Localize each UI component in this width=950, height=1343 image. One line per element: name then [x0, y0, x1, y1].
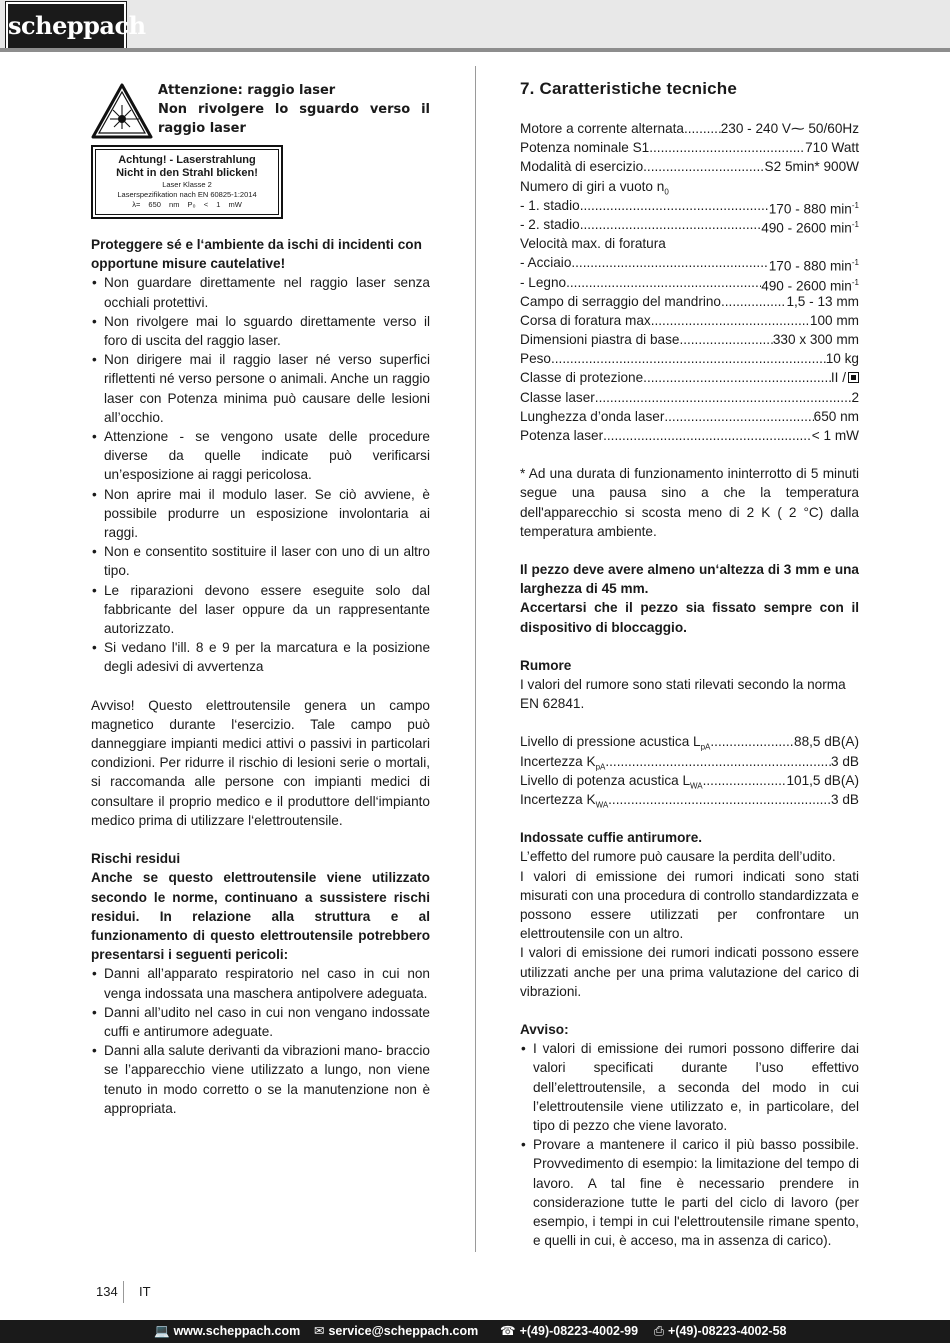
header-divider	[0, 48, 950, 52]
spec-value: 170 - 880 $\min^{-1}$	[768, 258, 859, 273]
fax-number: +(49)-08223-4002-58	[668, 1324, 787, 1338]
leader-dots	[703, 771, 787, 790]
noise-title: Rumore	[520, 657, 572, 673]
spec-value: 170 - 880 $\min^{-1}$	[768, 200, 859, 215]
spec-row	[520, 330, 859, 349]
section-heading: 7. Caratteristiche tecniche	[520, 79, 738, 98]
spec-row	[520, 426, 859, 445]
label-line: Laser Klasse 2	[162, 180, 212, 189]
notice-list-item: • Provare a mantenere il carico il più basso possibile. Provvedimento di esempio: la limitazione del tempo di lavoro. A tal fine è necessario prendere in considerazione tutte le parti del ciclo di lavoro (per esempio, i tempi in cui l'elettroutensile rimane spento, e quelli in cui, è acceso, ma in assenza di carico).	[520, 1135, 859, 1250]
website-item[interactable]	[154, 1320, 300, 1343]
spec-label: Velocità max. di foratura	[520, 236, 666, 252]
leader-dots	[603, 426, 812, 445]
label-line: λ= 650 nm P₀ < 1 mW	[132, 200, 242, 209]
spec-label: Classe di protezione	[520, 370, 644, 386]
spec-label: - 2. stadio	[520, 216, 580, 232]
phone-number: +(49)-08223-4002-99	[519, 1324, 639, 1338]
leader-dots	[551, 349, 826, 368]
noise-row	[520, 732, 859, 751]
noise-row	[520, 752, 859, 771]
warning-line: raggio laser	[158, 121, 246, 137]
spec-row	[520, 292, 859, 311]
spec-value: 490 - 2600 $\min^{-1}$	[761, 219, 859, 235]
spec-label: Livello di potenza acustica $L_{WA}$	[520, 772, 703, 790]
spec-value: < 1 mW	[811, 428, 859, 443]
warning-line: Non rivolgere lo sguardo verso il	[158, 102, 430, 118]
spec-label: Motore a corrente alternata	[520, 121, 684, 136]
laser-warning-heading	[158, 81, 430, 139]
laser-label-sticker	[91, 145, 283, 219]
workpiece-requirement: Il pezzo deve avere almeno un‘altezza di 3 mm e una larghezza di 45 mm.	[520, 562, 859, 597]
warning-title: Attenzione: raggio laser	[158, 83, 336, 98]
spec-label: Potenza laser	[520, 428, 604, 443]
noise-row	[520, 771, 859, 790]
notice-list	[520, 1039, 859, 1250]
fax-item	[654, 1320, 787, 1343]
email-item[interactable]	[314, 1320, 478, 1343]
leader-dots	[580, 196, 769, 215]
left-column	[91, 75, 430, 1118]
spec-value: 10 kg	[825, 351, 859, 367]
laser-warning-block	[91, 75, 430, 235]
spec-value: 710 Watt	[805, 140, 859, 156]
label-line: Laserspezifikation nach EN 60825-1:2014	[117, 190, 257, 199]
leader-dots	[684, 119, 721, 138]
mail-icon: ✉	[314, 1324, 325, 1338]
ear-protection-text: I valori di emissione dei rumori indicati sono stati misurati con una procedura di controllo standardizzata e possono essere utilizzati per confrontare un elettroutensile con un altro.	[520, 868, 859, 942]
spec-label: Classe laser	[520, 389, 595, 405]
residual-risk-item: • Danni all’udito nel caso in cui non vengano indossate cuffi e antirumore adeguate.	[91, 1003, 430, 1041]
spec-value: 1,5 - 13 mm	[786, 293, 859, 309]
spec-label: Incertezza $K_{pA}$	[520, 753, 606, 771]
protect-list-item: • Non aprire mai il modulo laser. Se ciò avviene, è possibile produrre un esposizione involontaria ai raggi.	[91, 485, 430, 543]
spec-value: II /	[831, 368, 859, 387]
leader-dots	[643, 368, 831, 387]
magnetic-field-notice: Avviso! Questo elettroutensile genera un campo magnetico durante l‘esercizio. Tale campo può danneggiare impianti medici attivi o passivi in particolari condizioni. Per ridurre il rischio di lesioni serie o mortali, si raccomanda alle persone con impianti medici di consultare il proprio medico e il produttore dell‘impianto medico prima di utilizzare l‘elettroutensile.	[91, 697, 430, 828]
noise-row	[520, 790, 859, 809]
protect-list-item: • Non guardare direttamente nel raggio laser senza occhiali protettivi.	[91, 273, 430, 311]
spec-row	[520, 311, 859, 330]
spec-value: 490 - 2600 $\min^{-1}$	[761, 277, 859, 292]
spec-row	[520, 368, 859, 387]
leader-dots	[654, 311, 809, 330]
leader-dots	[580, 215, 761, 234]
spec-label: - 1. stadio	[520, 197, 580, 213]
spec-row	[520, 273, 859, 292]
column-divider	[475, 66, 476, 1252]
spec-label: Modalità di esercizio	[520, 159, 644, 175]
leader-dots	[566, 273, 761, 292]
residual-risks-title: Rischi residui	[91, 851, 181, 867]
label-line: Nicht in den Strahl blicken!	[116, 167, 258, 179]
spec-label: Numero di giri a vuoto $n_0$	[520, 178, 669, 196]
header-bar	[0, 0, 950, 48]
protect-list-item: • Non rivolgere mai lo sguardo direttamente verso il foro di uscita del raggio laser.	[91, 312, 430, 350]
email-link[interactable]: service@scheppach.com	[328, 1324, 479, 1338]
spec-value: 650 nm	[813, 408, 859, 424]
protect-list-item: • Non e consentito sostituire il laser con uno di un altro tipo.	[91, 542, 430, 580]
leader-dots	[679, 330, 772, 349]
protect-list-item: • Le riparazioni devono essere eseguite solo dal fabbricante del laser oppure da un rappresentante autorizzato.	[91, 581, 430, 639]
scheppach-logo: scheppach	[6, 2, 126, 50]
protect-list	[91, 273, 430, 676]
residual-risk-item: • Danni alla salute derivanti da vibrazioni mano- braccio se l’apparecchio viene utilizzato a lungo, non viene tenuto in modo corretto o se la manutenzione non è appropriata.	[91, 1041, 430, 1118]
residual-risks-list	[91, 964, 430, 1118]
spec-value: 3 dB	[831, 753, 859, 769]
phone-icon: ☎	[500, 1324, 516, 1338]
spec-label: - Legno	[520, 274, 567, 290]
spec-row	[520, 234, 859, 253]
protect-list-item: • Attenzione - se vengono usate delle procedure diverse da quelle indicate può verificarsi un’esposizione ai raggi pericolosa.	[91, 427, 430, 485]
residual-risk-item: • Danni all’apparato respiratorio nel caso in cui non venga indossata una maschera antipolvere adeguata.	[91, 964, 430, 1002]
ear-protection-text: I valori di emissione dei rumori indicati possono essere utilizzati anche per una prima valutazione del carico di vibrazioni.	[520, 945, 859, 999]
spec-value: 100 mm	[809, 312, 859, 328]
spec-label: Campo di serraggio del mandrino	[520, 293, 721, 309]
spec-row	[520, 215, 859, 234]
right-column	[520, 75, 859, 1250]
spec-value: S2 5min* 900W	[764, 159, 859, 175]
page-number: 134	[96, 1284, 118, 1299]
website-link[interactable]: www.scheppach.com	[173, 1324, 301, 1338]
leader-dots	[649, 138, 805, 157]
contact-bar	[0, 1320, 950, 1343]
spec-row	[520, 388, 859, 407]
leader-dots	[571, 253, 768, 272]
spec-value: 3 dB	[831, 791, 859, 807]
spec-value: 88,5 dB(A)	[794, 734, 859, 750]
computer-icon: 💻	[154, 1324, 170, 1338]
spec-table	[520, 119, 859, 445]
noise-table	[520, 732, 859, 809]
spec-row	[520, 119, 859, 138]
spec-row	[520, 349, 859, 368]
spec-label: Livello di pressione acustica $L_{pA}$	[520, 734, 711, 752]
spec-label: Incertezza $K_{WA}$	[520, 791, 609, 810]
protect-heading: Proteggere sé e l‘ambiente da ischi di incidenti con opportune misure cautelative!	[91, 237, 422, 272]
label-line: Achtung! - Laserstrahlung	[118, 154, 256, 166]
spec-label: Dimensioni piastra di base	[520, 332, 680, 348]
spec-row	[520, 196, 859, 215]
spec-row	[520, 157, 859, 176]
notice-title: Avviso:	[520, 1022, 569, 1037]
leader-dots	[605, 752, 831, 771]
notice-list-item: • I valori di emissione dei rumori possono differire dai valori specificati durante l’uso effettivo dell’elettroutensile, a seconda del modo in cui l’elettroutensile viene utilizzato e, in particolare, del tipo di pezzo che viene lavorato.	[520, 1039, 859, 1135]
language-code: IT	[139, 1284, 151, 1299]
leader-dots	[721, 292, 786, 311]
phone-item	[500, 1320, 638, 1343]
leader-dots	[608, 790, 831, 809]
clamp-instruction: Accertarsi che il pezzo sia fissato sempre con il dispositivo di bloccaggio.	[520, 600, 859, 635]
fax-icon: ⎙	[654, 1324, 665, 1338]
spec-value: 101,5 dB(A)	[786, 772, 859, 788]
spec-row	[520, 138, 859, 157]
residual-risks-intro: Anche se questo elettroutensile viene utilizzato secondo le norme, continuano a sussistere rischi residui. In relazione alla struttura e al funzionamento di questo elettroutensile potrebbero presentarsi i seguenti pericoli:	[91, 870, 430, 963]
noise-intro: I valori del rumore sono stati rilevati secondo la norma EN 62841.	[520, 677, 846, 712]
spec-label: Peso	[520, 351, 551, 367]
footer-separator	[123, 1281, 124, 1303]
spec-label: Potenza nominale S1	[520, 140, 650, 156]
duty-footnote: * Ad una durata di funzionamento ininterrotto di 5 minuti segue una pausa sino a che la temperatura dell'apparecchio si scosta meno di 2 K ( 2 °C) dalla temperatura ambiente.	[520, 466, 859, 539]
protect-list-item: • Non dirigere mai il raggio laser né verso superfici riflettenti né verso persone o animali. Anche un raggio laser con Potenza minima può causare delle lesioni all’occhio.	[91, 350, 430, 427]
spec-row	[520, 253, 859, 272]
ear-protection-text: L’effetto del rumore può causare la perdita dell’udito.	[520, 849, 836, 865]
leader-dots	[643, 157, 764, 176]
ear-protection-title: Indossate cuffie antirumore.	[520, 830, 703, 846]
spec-value: 2	[851, 389, 859, 405]
spec-label: - Acciaio	[520, 255, 572, 271]
protection-class-ii-icon	[848, 372, 859, 383]
spec-row	[520, 407, 859, 426]
leader-dots	[664, 407, 813, 426]
laser-warning-icon	[91, 83, 153, 139]
leader-dots	[595, 388, 852, 407]
spec-value: 230 - 240 V⁓ 50/60Hz	[720, 121, 859, 136]
spec-row	[520, 177, 859, 196]
spec-label: Lunghezza d’onda laser	[520, 408, 665, 424]
leader-dots	[710, 732, 794, 751]
spec-value: 330 x 300 mm	[772, 332, 859, 348]
protect-list-item: • Si vedano l'ill. 8 e 9 per la marcatura e la posizione degli adesivi di avvertenza	[91, 638, 430, 676]
spec-label: Corsa di foratura max.	[520, 312, 655, 328]
